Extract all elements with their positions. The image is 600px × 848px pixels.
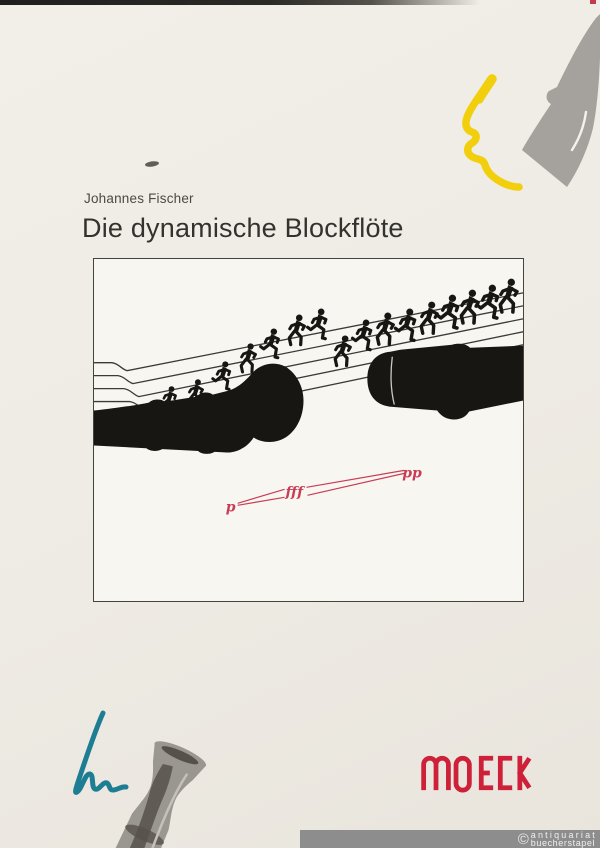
recorder-foot-grey-icon xyxy=(109,737,209,848)
scan-artifact xyxy=(590,0,596,4)
scan-edge-shadow xyxy=(0,0,600,5)
recorder-right-silhouette xyxy=(367,344,523,420)
recorder-left-silhouette xyxy=(94,364,304,453)
logo-letter-k xyxy=(520,756,530,790)
scan-smudge xyxy=(145,160,160,167)
dynamics-marking xyxy=(238,470,405,505)
author-name: Johannes Fischer xyxy=(84,191,194,206)
dynamic-pp: pp xyxy=(402,465,422,482)
recorder-ring xyxy=(146,442,164,451)
logo-letter-m xyxy=(424,758,449,790)
watermark-line1: antiquariat xyxy=(530,829,597,840)
teal-squiggle-icon xyxy=(76,713,126,792)
copyright-icon: © xyxy=(517,830,529,848)
recorder-ring xyxy=(198,445,216,454)
watermark-line2: buecherstapel xyxy=(530,838,596,848)
recorder-head-grey-icon xyxy=(522,14,600,187)
yellow-squiggle-icon xyxy=(466,78,519,187)
dynamic-p: p xyxy=(225,499,236,516)
illustration-plate xyxy=(93,258,524,602)
watermark-band xyxy=(300,830,600,848)
moeck-logo xyxy=(420,753,533,793)
logo-letter-c xyxy=(500,758,512,788)
logo-letter-o xyxy=(456,758,469,790)
dynamic-fff: fff xyxy=(285,484,304,501)
logo-letter-e xyxy=(481,758,493,788)
book-title: Die dynamische Blockflöte xyxy=(82,213,404,243)
